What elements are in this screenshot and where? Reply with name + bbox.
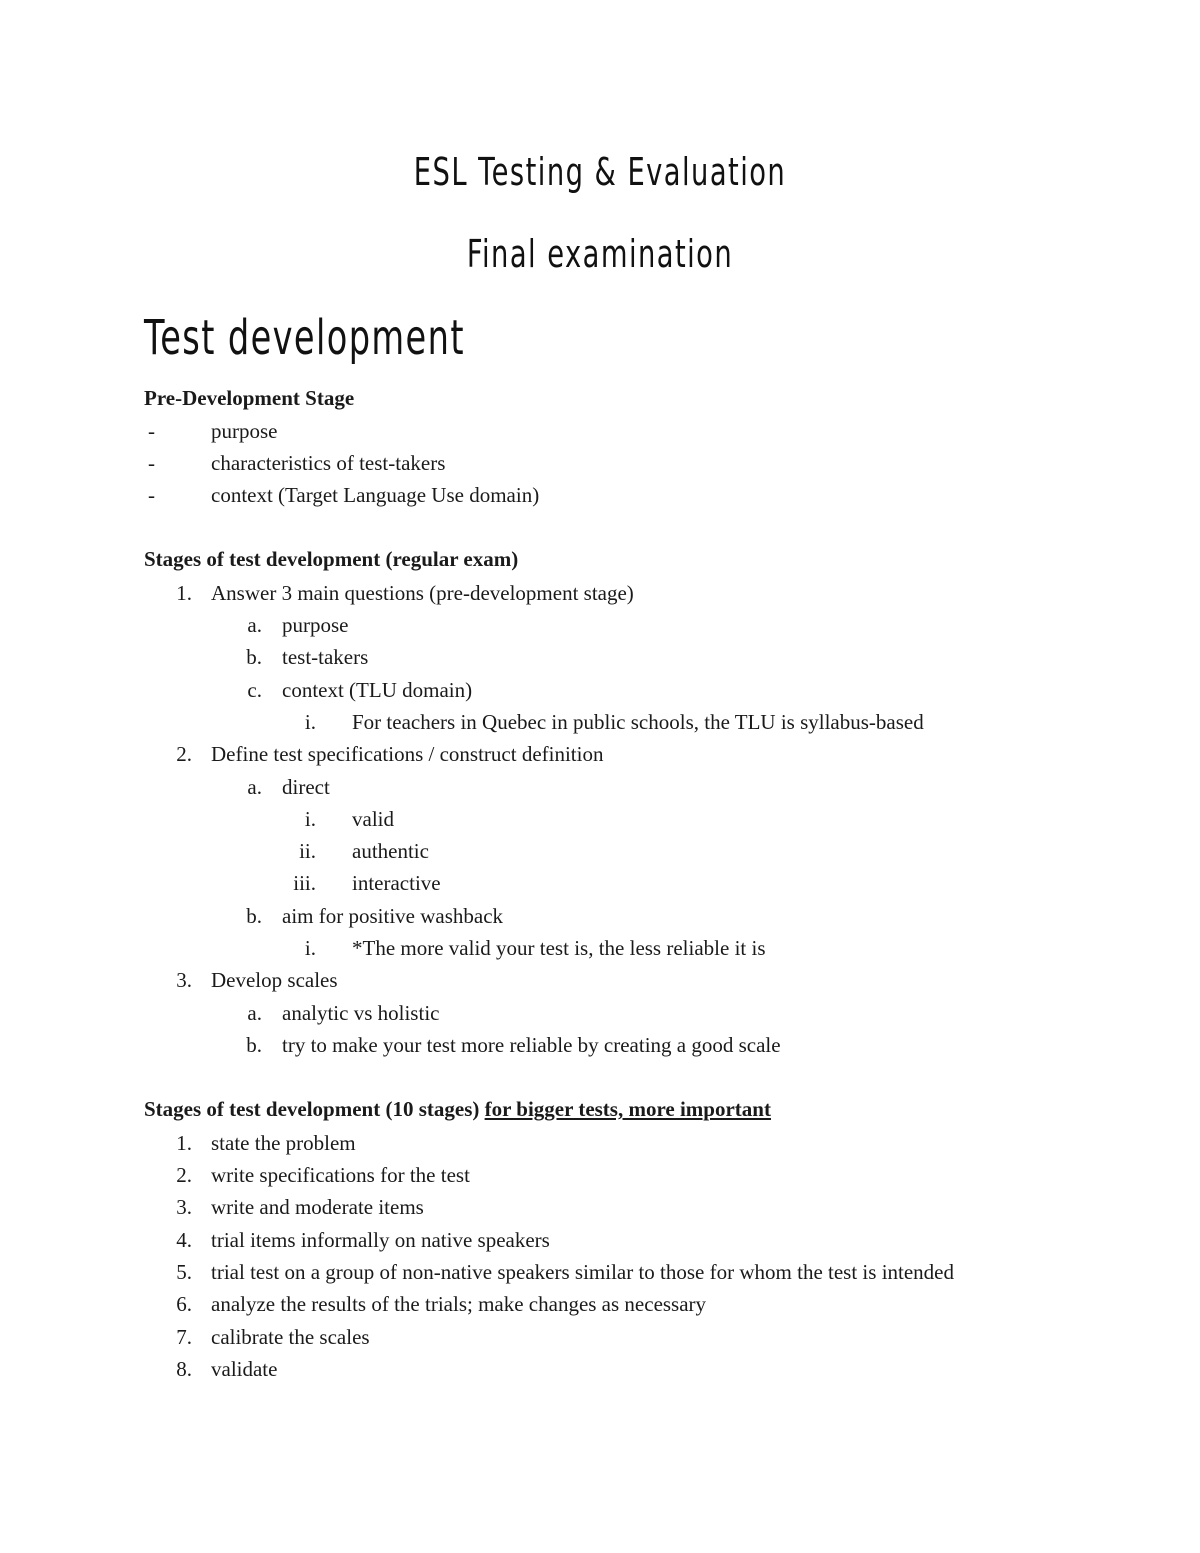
list-marker: 5. xyxy=(176,1260,192,1284)
list-marker: c. xyxy=(247,678,262,702)
list-item-text: state the problem xyxy=(211,1131,356,1155)
list-item-text: write and moderate items xyxy=(211,1195,424,1219)
list-marker: i. xyxy=(304,710,316,734)
pre-development-heading: Pre-Development Stage xyxy=(144,386,355,410)
regular-exam-heading: Stages of test development (regular exam) xyxy=(144,547,519,571)
document-title: ESL Testing & Evaluation xyxy=(413,150,787,194)
list-item-text: context (Target Language Use domain) xyxy=(211,483,540,507)
list-marker: - xyxy=(148,451,155,475)
list-marker: 4. xyxy=(176,1228,192,1252)
list-marker: - xyxy=(148,419,155,443)
list-marker: b. xyxy=(246,904,262,928)
list-item-text: trial test on a group of non-native speakers similar to those for whom the test is intended xyxy=(211,1260,954,1284)
list-item-text: analytic vs holistic xyxy=(282,1001,440,1025)
list-marker: a. xyxy=(247,1001,262,1025)
ten-stages-heading xyxy=(144,1097,771,1122)
list-marker: b. xyxy=(246,645,262,669)
list-item-text: Develop scales xyxy=(211,968,338,992)
list-marker: iii. xyxy=(293,871,316,895)
list-marker: - xyxy=(148,483,155,507)
list-item-text: direct xyxy=(282,775,330,799)
list-item-text: aim for positive washback xyxy=(282,904,504,928)
list-item-text: *The more valid your test is, the less reliable it is xyxy=(352,936,766,960)
list-item-text: interactive xyxy=(352,871,441,895)
list-marker: 8. xyxy=(176,1357,192,1381)
list-marker: i. xyxy=(304,936,316,960)
list-marker: i. xyxy=(304,807,316,831)
list-item-text: calibrate the scales xyxy=(211,1325,370,1349)
list-item-text: purpose xyxy=(211,419,278,443)
list-marker: 1. xyxy=(176,1131,192,1155)
list-item-text: write specifications for the test xyxy=(211,1163,470,1187)
list-item-text: characteristics of test-takers xyxy=(211,451,446,475)
list-marker: 2. xyxy=(176,1163,192,1187)
list-marker: a. xyxy=(247,775,262,799)
list-item-text: Answer 3 main questions (pre-development stage) xyxy=(211,581,634,605)
list-item-text: For teachers in Quebec in public schools, the TLU is syllabus-based xyxy=(352,710,924,734)
list-marker: 1. xyxy=(176,581,192,605)
list-item-text: Define test specifications / construct definition xyxy=(211,742,604,766)
list-marker: 6. xyxy=(176,1292,192,1316)
list-marker: 7. xyxy=(176,1325,192,1349)
list-item-text: context (TLU domain) xyxy=(282,678,473,702)
list-marker: b. xyxy=(246,1033,262,1057)
document-subtitle: Final examination xyxy=(466,232,734,276)
list-item-text: purpose xyxy=(282,613,349,637)
ten-stages-heading-text: Stages of test development (10 stages) xyxy=(144,1097,480,1121)
list-item-text: trial items informally on native speakers xyxy=(211,1228,550,1252)
list-marker: 3. xyxy=(176,968,192,992)
list-marker: a. xyxy=(247,613,262,637)
list-item-text: valid xyxy=(352,807,394,831)
list-item-text: validate xyxy=(211,1357,278,1381)
list-marker: 2. xyxy=(176,742,192,766)
list-marker: ii. xyxy=(299,839,316,863)
ten-stages-heading-emphasis: for bigger tests, more important xyxy=(484,1097,771,1121)
list-item-text: authentic xyxy=(352,839,429,863)
list-item-text: test-takers xyxy=(282,645,369,669)
list-item-text: try to make your test more reliable by creating a good scale xyxy=(282,1033,781,1057)
list-item-text: analyze the results of the trials; make changes as necessary xyxy=(211,1292,707,1316)
section-heading: Test development xyxy=(144,310,465,366)
list-marker: 3. xyxy=(176,1195,192,1219)
